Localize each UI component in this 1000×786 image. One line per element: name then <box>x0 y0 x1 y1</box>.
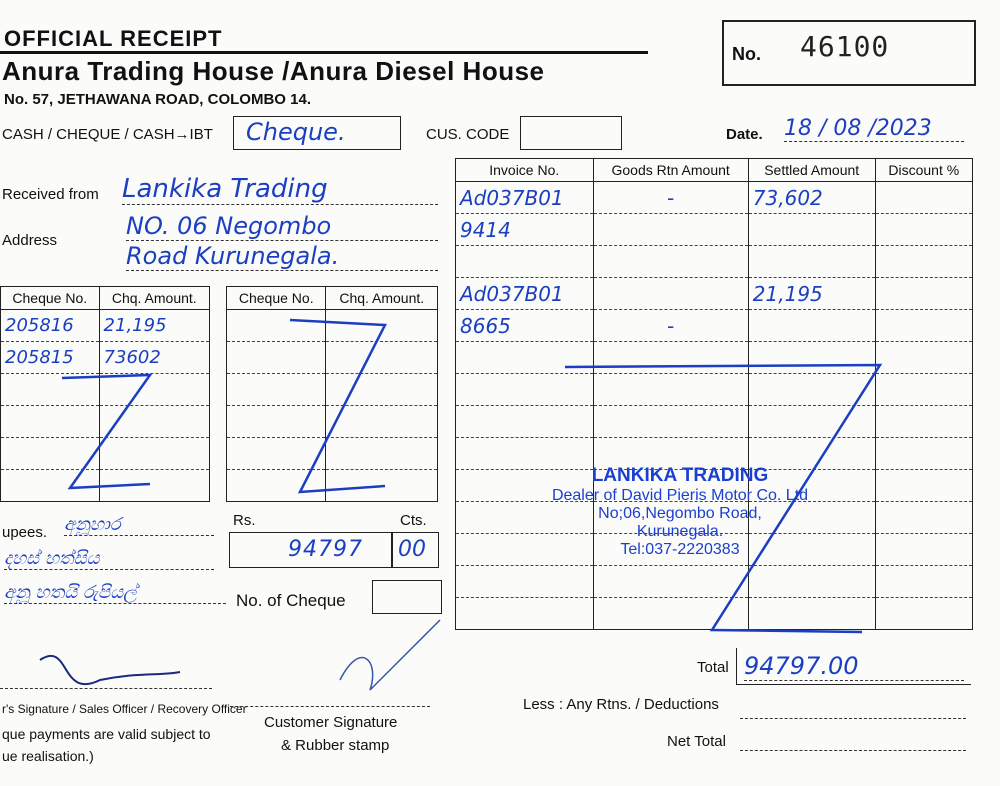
less-deductions-label: Less : Any Rtns. / Deductions <box>523 696 719 713</box>
invoice-no-cell: Ad037B01 <box>456 182 594 214</box>
customer-signature <box>340 620 440 690</box>
officer-signature-label: r's Signature / Sales Officer / Recovery Officer <box>2 702 247 716</box>
invoice-no-cell: 9414 <box>456 214 594 246</box>
chq-amount-header: Chq. Amount. <box>99 287 209 310</box>
cheque-no-cell: 205816 <box>1 310 100 342</box>
discount-header: Discount % <box>875 159 972 182</box>
date-label: Date. <box>726 126 763 143</box>
received-from-value[interactable]: Lankika Trading <box>122 174 438 205</box>
z-mark-2 <box>290 320 385 492</box>
invoice-no-cell: 8665 <box>456 310 594 342</box>
address-line-2[interactable]: Road Kurunegala. <box>126 242 438 271</box>
rs-label: Rs. <box>233 512 256 529</box>
total-value[interactable]: 94797.00 <box>744 652 964 681</box>
payment-mode-value: Cheque. <box>246 118 346 146</box>
goods-rtn-cell: - <box>593 182 748 214</box>
cheque-no-header: Cheque No. <box>227 287 326 310</box>
chq-amount-cell: 21,195 <box>99 310 209 342</box>
no-of-cheque-label: No. of Cheque <box>236 591 346 610</box>
address-line-1[interactable]: NO. 06 Negombo <box>126 212 438 241</box>
settled-amount-cell: 21,195 <box>748 278 875 310</box>
amount-words-line-3[interactable]: අනූ හතයි රුපියල් <box>4 582 226 604</box>
cheque-no-header: Cheque No. <box>1 287 100 310</box>
cts-label: Cts. <box>400 512 427 529</box>
settled-amount-header: Settled Amount <box>748 159 875 182</box>
amount-words-line-1[interactable]: අනූහාර <box>64 514 214 536</box>
cts-value: 00 <box>398 537 426 562</box>
receipt-title: OFFICIAL RECEIPT <box>4 26 223 51</box>
z-mark-3 <box>565 365 880 632</box>
chq-amount-header: Chq. Amount. <box>326 287 438 310</box>
company-name: Anura Trading House /Anura Diesel House <box>2 56 545 86</box>
validity-note-1: que payments are valid subject to <box>2 726 211 742</box>
rubber-stamp-label: & Rubber stamp <box>281 737 390 754</box>
total-label: Total <box>697 659 729 676</box>
invoice-no-cell: Ad037B01 <box>456 278 594 310</box>
stamp-line-3: No;06,Negombo Road, <box>598 505 762 522</box>
goods-rtn-cell: - <box>593 310 748 342</box>
rs-value: 94797 <box>288 537 363 562</box>
customer-signature-label: Customer Signature <box>264 714 398 731</box>
officer-signature <box>40 656 180 684</box>
amount-words-line-2[interactable]: දහස් හත්සිය <box>4 548 214 570</box>
stamp-line-1: LANKIKA TRADING <box>591 465 769 486</box>
goods-rtn-header: Goods Rtn Amount <box>593 159 748 182</box>
cus-code-label: CUS. CODE <box>426 126 510 143</box>
company-address: No. 57, JETHAWANA ROAD, COLOMBO 14. <box>4 91 311 108</box>
receipt-number: 46100 <box>800 30 890 63</box>
address-label: Address <box>2 232 58 249</box>
cheque-no-cell: 205815 <box>1 342 100 374</box>
stamp-line-4: Kurunegala. <box>636 523 724 540</box>
validity-note-2: ue realisation.) <box>2 748 94 764</box>
chq-amount-cell: 73602 <box>99 342 209 374</box>
officer-signature-line <box>0 688 212 689</box>
invoice-no-header: Invoice No. <box>456 159 594 182</box>
receipt-number-label: No. <box>732 44 761 64</box>
stamp-line-5: Tel:037-2220383 <box>620 541 740 558</box>
z-mark-1 <box>62 375 150 488</box>
amount-words-label: upees. <box>2 524 48 541</box>
date-value[interactable]: 18 / 08 /2023 <box>784 116 964 142</box>
customer-signature-line <box>230 706 430 707</box>
received-from-label: Received from <box>2 186 99 203</box>
payment-mode-label: CASH / CHEQUE / CASH→IBT <box>2 126 213 143</box>
stamp-line-2: Dealer of David Pieris Motor Co. Ltd <box>551 487 809 504</box>
settled-amount-cell: 73,602 <box>748 182 875 214</box>
net-total-label: Net Total <box>667 733 726 750</box>
